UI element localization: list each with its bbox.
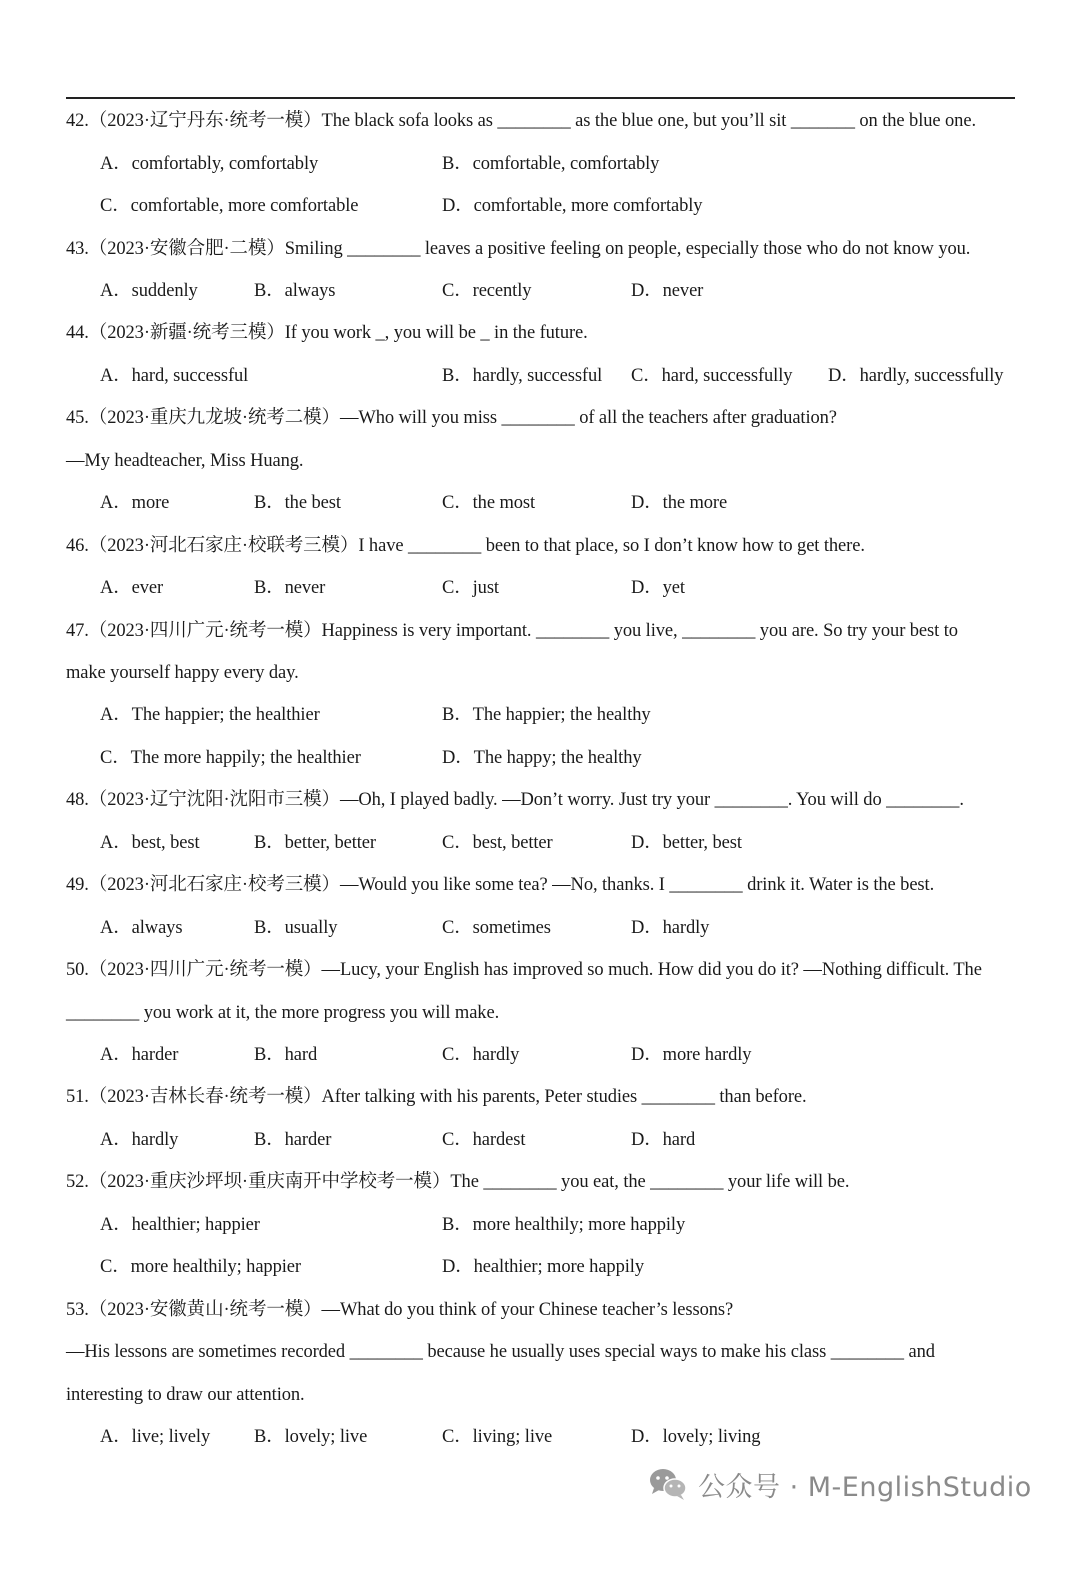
option-c[interactable]: C．recently <box>442 281 532 301</box>
option-c[interactable]: C．hardly <box>442 1045 520 1065</box>
option-d[interactable]: D．yet <box>631 578 685 598</box>
option-a[interactable]: A．best, best <box>100 833 200 853</box>
option-d[interactable]: D．The happy; the healthy <box>442 748 642 768</box>
question-44-options <box>100 361 1015 391</box>
question-43-options <box>100 276 1000 306</box>
option-b[interactable]: B．more healthily; more happily <box>442 1215 686 1235</box>
option-b[interactable]: B．harder <box>254 1130 332 1150</box>
question-51-options <box>100 1125 1000 1155</box>
option-c[interactable]: C．the most <box>442 493 536 513</box>
header-rule <box>66 97 1015 99</box>
question-47-options <box>100 700 1000 730</box>
option-b[interactable]: B．the best <box>254 493 341 513</box>
question-44-stem: 44.（2023·新疆·统考三模）If you work _, you will be _ in the future. <box>66 323 588 343</box>
question-47-options-2 <box>100 743 1000 773</box>
question-52-options <box>100 1210 1000 1240</box>
question-53-stem-line3: interesting to draw our attention. <box>66 1385 305 1405</box>
option-b[interactable]: B．hard <box>254 1045 318 1065</box>
option-d[interactable]: D．the more <box>631 493 728 513</box>
option-a[interactable]: A．ever <box>100 578 164 598</box>
option-b[interactable]: B．hardly, successful <box>442 366 603 386</box>
watermark <box>648 1462 1032 1506</box>
option-c[interactable]: C．The more happily; the healthier <box>100 748 361 768</box>
option-c[interactable]: C．living; live <box>442 1427 553 1447</box>
question-53-stem-line2: —His lessons are sometimes recorded ________ because he usually uses special ways to make his class ________ and <box>66 1342 935 1362</box>
option-d[interactable]: D．lovely; living <box>631 1427 761 1447</box>
option-c[interactable]: C．comfortable, more comfortable <box>100 196 359 216</box>
question-52-stem: 52.（2023·重庆沙坪坝·重庆南开中学校考一模）The ________ you eat, the ________ your life will be. <box>66 1172 850 1192</box>
question-49-stem: 49.（2023·河北石家庄·校考三模）—Would you like some tea? —No, thanks. I ________ drink it. Water is the best. <box>66 875 935 895</box>
question-45-stem-line2: —My headteacher, Miss Huang. <box>66 451 304 471</box>
question-46-stem: 46.（2023·河北石家庄·校联考三模）I have ________ been to that place, so I don’t know how to get there. <box>66 536 865 556</box>
option-b[interactable]: B．comfortable, comfortably <box>442 154 660 174</box>
option-a[interactable]: A．harder <box>100 1045 179 1065</box>
option-c[interactable]: C．best, better <box>442 833 553 853</box>
option-b[interactable]: B．never <box>254 578 326 598</box>
watermark-text: 公众号 · M-EnglishStudio <box>698 1471 1032 1503</box>
question-48-options <box>100 828 1000 858</box>
option-c[interactable]: C．hardest <box>442 1130 526 1150</box>
option-d[interactable]: D．better, best <box>631 833 742 853</box>
option-c[interactable]: C．sometimes <box>442 918 551 938</box>
question-51-stem: 51.（2023·吉林长春·统考一模）After talking with his parents, Peter studies ________ than before. <box>66 1087 807 1107</box>
question-50-options <box>100 1040 1000 1070</box>
option-d[interactable]: D．never <box>631 281 704 301</box>
question-47-stem: 47.（2023·四川广元·统考一模）Happiness is very important. ________ you live, ________ you are. So try your best to <box>66 621 958 641</box>
question-42-options-2 <box>100 191 1000 221</box>
option-a[interactable]: A．The happier; the healthier <box>100 705 320 725</box>
option-d[interactable]: D．hardly, successfully <box>828 366 1004 386</box>
option-a[interactable]: A．hardly <box>100 1130 179 1150</box>
option-a[interactable]: A．healthier; happier <box>100 1215 260 1235</box>
question-50-stem-line2: ________ you work at it, the more progress you will make. <box>66 1003 500 1023</box>
option-b[interactable]: B．always <box>254 281 336 301</box>
option-d[interactable]: D．more hardly <box>631 1045 752 1065</box>
option-d[interactable]: D．hard <box>631 1130 696 1150</box>
question-43-stem: 43.（2023·安徽合肥·二模）Smiling ________ leaves a positive feeling on people, especially those who do not know you. <box>66 239 971 259</box>
option-a[interactable]: A．live; lively <box>100 1427 211 1447</box>
option-b[interactable]: B．The happier; the healthy <box>442 705 651 725</box>
question-42-stem: 42.（2023·辽宁丹东·统考一模）The black sofa looks as ________ as the blue one, but you’ll sit _______ on the blue one. <box>66 111 976 131</box>
option-d[interactable]: D．healthier; more happily <box>442 1257 644 1277</box>
question-45-stem: 45.（2023·重庆九龙坡·统考二模）—Who will you miss ________ of all the teachers after graduation? <box>66 408 837 428</box>
question-53-stem: 53.（2023·安徽黄山·统考一模）—What do you think of your Chinese teacher’s lessons? <box>66 1300 734 1320</box>
wechat-icon <box>648 1467 688 1501</box>
option-c[interactable]: C．just <box>442 578 499 598</box>
option-b[interactable]: B．lovely; live <box>254 1427 368 1447</box>
option-b[interactable]: B．better, better <box>254 833 376 853</box>
question-47-stem-line2: make yourself happy every day. <box>66 663 299 683</box>
option-c[interactable]: C．more healthily; happier <box>100 1257 301 1277</box>
option-b[interactable]: B．usually <box>254 918 338 938</box>
question-49-options <box>100 913 1000 943</box>
option-a[interactable]: A．suddenly <box>100 281 198 301</box>
question-53-options <box>100 1422 1000 1452</box>
option-a[interactable]: A．comfortably, comfortably <box>100 154 319 174</box>
option-a[interactable]: A．more <box>100 493 170 513</box>
question-42-options <box>100 149 1000 179</box>
option-d[interactable]: D．comfortable, more comfortably <box>442 196 703 216</box>
option-a[interactable]: A．always <box>100 918 183 938</box>
question-48-stem: 48.（2023·辽宁沈阳·沈阳市三模）—Oh, I played badly. —Don’t worry. Just try your ________. You will do ________. <box>66 790 964 810</box>
option-c[interactable]: C．hard, successfully <box>631 366 793 386</box>
question-50-stem: 50.（2023·四川广元·统考一模）—Lucy, your English has improved so much. How did you do it? —Nothing difficult. The <box>66 960 982 980</box>
question-46-options <box>100 573 1000 603</box>
option-a[interactable]: A．hard, successful <box>100 366 249 386</box>
question-45-options <box>100 488 1000 518</box>
question-52-options-2 <box>100 1252 1000 1282</box>
option-d[interactable]: D．hardly <box>631 918 710 938</box>
